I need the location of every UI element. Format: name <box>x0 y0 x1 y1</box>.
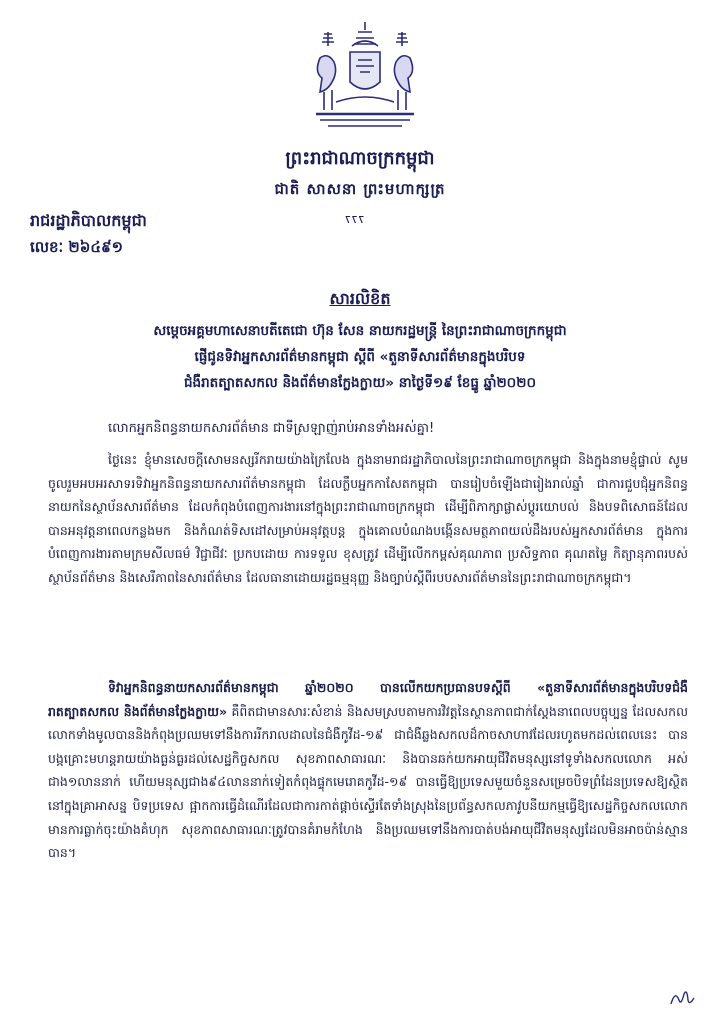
subject-block <box>30 318 690 396</box>
subject-line: ផ្ញើជូនទិវាអ្នកសារព័ត៌មានកម្ពុជា ស្តីពី «តួនាទីសារព័ត៌មានក្នុងបរិបទ <box>194 349 526 365</box>
royal-coat-of-arms-icon <box>306 18 424 136</box>
theme-highlight: ទិវាអ្នកនិពន្ធនាយកសារព័ត៌មានកម្ពុជា ឆ្នាំ២០២០ បានលើកយកប្រធានបទស្តីពី «តួនាទីសារព័ត៌មានក្នុងបរិបទជំងឺរាតត្បាតសកល និងព័ត៌មានក្លែងក្លាយ» <box>48 680 688 719</box>
handwritten-initials-icon <box>668 986 696 1010</box>
government-name: រាជរដ្ឋាភិបាលកម្ពុជា <box>30 211 147 230</box>
subject-line: ជំងឺរាតត្បាតសកល និងព័ត៌មានក្លែងក្លាយ» នាថ្ងៃទី១៩ ខែធ្នូ ឆ្នាំ២០២០ <box>183 375 537 391</box>
body-paragraph: ថ្ងៃនេះ ខ្ញុំមានសេចក្តីសោមនស្សរីករាយយ៉ាងក្រៃលែង ក្នុងនាមរាជរដ្ឋាភិបាលនៃព្រះរាជាណាចក្រកម្ពុជា និងក្នុងនាមខ្ញុំផ្ទាល់ សូមចូលរួមអបអរសាទរទិវាអ្នកនិពន្ធនាយកសារព័ត៌មានកម្ពុជា ដែលក្លឹបអ្នកកាសែតកម្ពុជា បានរៀបចំឡើងជារៀងរាល់ឆ្នាំ ជាការជួបជុំអ្នកនិពន្ធនាយកនៃស្ថាប័នសារព័ត៌មាន ដែលកំពុងបំពេញការងារនៅក្នុងព្រះរាជាណាចក្រកម្ពុជា ដើម្បីពិភាក្សាផ្លាស់ប្តូរយោបល់ និងបទពិសោធន៍ដែលបានអនុវត្តនាពេលកន្លងមក និងកំណត់ទិសដៅសម្រាប់អនុវត្តបន្ត ក្នុងគោលបំណងបង្កើនសមត្ថភាពយល់ដឹងរបស់អ្នកសារព័ត៌មាន ក្នុងការបំពេញការងារតាមក្រមសីលធម៌ វិជ្ជាជីវៈ ប្រកបដោយ ការទទួល ខុសត្រូវ ដើម្បីលើកកម្ពស់គុណភាព ប្រសិទ្ធភាព គុណតម្លៃ កិត្យានុភាពរបស់ស្ថាប័នព័ត៌មាន និងសេរីភាពនៃសារព័ត៌មាន ដែលធានាដោយរដ្ឋធម្មនុញ្ញ និងច្បាប់ស្តីពីរបបសារព័ត៌មាននៃព្រះរាជាណាចក្រកម្ពុជា។ <box>48 452 688 585</box>
national-motto: ជាតិ សាសនា ព្រះមហាក្សត្រ <box>274 180 446 198</box>
salutation: លោកអ្នកនិពន្ធនាយកសារព័ត៌មាន ជាទីស្រឡាញ់រាប់អានទាំងអស់គ្នា! <box>108 421 435 436</box>
body-paragraph <box>48 676 688 865</box>
paragraph-text: គឺពិតជាមានសារៈសំខាន់ និងសមស្របតាមការវិវត្តនៃស្ថានភាពជាក់ស្តែងនាពេលបច្ចុប្បន្ន ដែលសកលលោកទាំងមូលបាននិងកំពុងប្រឈមទៅនឹងការរីករាលដាលនៃជំងឺកូវីដ-១៩ ជាជំងឺឆ្លងសកលដ៏កាចសាហាវដែលរហូតមកដល់ពេលនេះ បានបង្កគ្រោះមហន្តរាយយ៉ាងធ្ងន់ធ្ងរដល់សេដ្ឋកិច្ចសកល សុខភាពសាធារណៈ និងបានឆក់យកអាយុជីវិតមនុស្សនៅទូទាំងសកលលោក អស់ជាង១លាននាក់ ហើយមនុស្សជាង៩៤លាននាក់ទៀតកំពុងផ្ទុកមេរោគកូវីដ-១៩ បានធ្វើឱ្យប្រទេសមួយចំនួនសម្រេចបិទព្រំដែនប្រទេសឱ្យស្ថិតនៅក្នុងគ្រាអាសន្ន បិទប្រទេស ផ្អាកការធ្វើដំណើរដែលជាការកាត់ផ្តាច់ស្ទើរតែទាំងស្រុងនៃប្រព័ន្ធសកលភាវូបនីយកម្មធ្វើឱ្យសេដ្ឋកិច្ចសកលលោក មានការធ្លាក់ចុះយ៉ាងគំហុក សុខភាពសាធារណៈត្រូវបានគំរាមកំហែង និងប្រឈមទៅនឹងការបាត់បង់អាយុជីវិតមនុស្សដែលមិនអាចប៉ាន់ស្មានបាន។ <box>48 703 688 861</box>
kingdom-heading: ព្រះរាជាណាចក្រកម្ពុជា <box>285 148 435 169</box>
subject-line: សម្ដេចអគ្គមហាសេនាបតីតេជោ ហ៊ុន សែន នាយករដ្ឋមន្ត្រី នៃព្រះរាជាណាចក្រកម្ពុជា <box>153 323 567 339</box>
document-title: សារលិខិត <box>329 289 391 308</box>
ornament-divider: ꧏꧏꧏ <box>344 212 366 227</box>
reference-number: លេខៈ ២៦៤៩១ <box>30 238 123 256</box>
